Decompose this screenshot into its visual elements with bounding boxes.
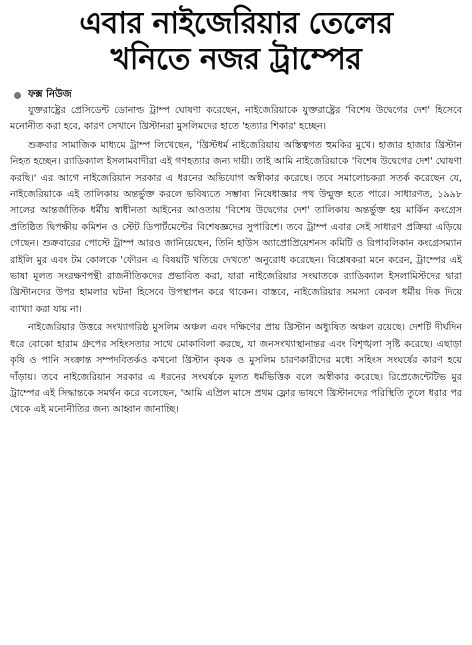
paragraph-2: শুক্রবার সামাজিক মাধ্যমে ট্রাম্প লিখেছেন, 'খ্রিস্টধর্ম নাইজেরিয়ায় অস্তিত্বগত হুমকির মুখে। হাজার হাজার খ্রিস্টান নিহত হচ্ছেন। র‍্যাডিক্যাল ইসলামবাদীরা এই গণহত্যার জন্য দায়ী। তাই আমি নাইজেরিয়াকে 'বিশেষ উদ্বেগের দেশ' ঘোষণা করছি।' এর আগে নাইজেরিয়ান সরকার এ ধরনের অভিযোগ অস্বীকার করেছে। তবে সমালোচকরা সতর্ক করেছেন যে, নাইজেরিয়াকে এই তালিকায় অন্তর্ভুক্ত করলে ভবিষ্যতে সম্ভাব্য নিষেধাজ্ঞার পথ উন্মুক্ত হতে পারে। সাধারণত, ১৯৯৮ সালের আন্তর্জাতিক ধর্মীয় স্বাধীনতা আইনের আওতায় 'বিশেষ উদ্বেগের দেশ' তালিকায় অন্তর্ভুক্ত হয় মার্কিন কংগ্রেস প্রতিষ্ঠিত দ্বিপক্ষীয় কমিশন ও স্টেট ডিপার্টমেন্টের বিশেষজ্ঞদের সুপারিশে। তবে ট্রাম্প এবার সেই সাধারণ প্রক্রিয়া এড়িয়ে গেছেন। শুক্রবারের পোস্টে ট্রাম্প আরও জানিয়েছেন, তিনি হাউস অ্যাপ্রোপ্রিয়েশনস কমিটি ও রিপাবলিকান কংগ্রেসম্যান রাইলি মুর এবং টম কোলকে 'ফৌরন এ বিষয়টি খতিয়ে দেখতে' অনুরোধ করেছেন। বিশ্লেষকরা মনে করেন, ট্রাম্পের এই ভাষা মূলত সংরক্ষণপন্থী রাজনীতিকদের প্রভাবিত করা, যারা নাইজেরিয়ার সংঘাতকে র‍্যাডিক্যাল ইসলামিস্টদের দ্বারা খ্রিস্টানদের উপর হামলার ঘটনা হিসেবে উপস্থাপন করে থাকেন। বাস্তবে, নাইজেরিয়ার সমস্যা কেবল ধর্মীয় দিক দিয়ে ব্যাখ্যা করা যায় না। xyxy=(10,139,462,315)
paragraph-1: যুক্তরাষ্ট্রের প্রেসিডেন্ট ডোনাল্ড ট্রাম্প ঘোষণা করেছেন, নাইজেরিয়াকে যুক্তরাষ্ট্রের 'বিশেষ উদ্বেগের দেশ' হিসেবে মনোনীত করা হবে, কারণ সেখানে খ্রিস্টানরা মুসলিমদের হাতে 'হত্যার শিকার' হচ্ছেন। xyxy=(10,105,462,133)
news-article xyxy=(10,6,462,639)
headline-line-2: খনিতে নজর ট্রাম্পের xyxy=(110,42,362,77)
byline xyxy=(14,88,462,102)
byline-source: ফক্স নিউজ xyxy=(28,89,72,100)
article-headline xyxy=(10,6,462,78)
bullet-icon xyxy=(14,92,21,99)
paragraph-3: নাইজেরিয়ার উত্তরে সংখ্যাগরিষ্ঠ মুসলিম অঞ্চল এবং দক্ষিণের প্রায় খ্রিস্টান অধ্যুষিত অঞ্চল রয়েছে। দেশটি দীর্ঘদিন ধরে বোকো হারাম গ্রুপের সহিংসতার সাথে মোকাবিলা করছে, যা জনসংখ্যাস্থানান্তর এবং বিশৃঙ্খলা সৃষ্টি করেছে। এছাড়া কৃষি ও পানি সংক্রান্ত সম্পদবিতর্কও কখনো খ্রিস্টান কৃষক ও মুসলিম চারণকারীদের মধ্যে সহিংস সংঘর্ষের কারণ হয়ে দাঁড়ায়। তবে নাইজেরিয়ান সরকার এ ধরনের সংঘর্ষকে মূলত ধর্মভিত্তিক বলে অস্বীকার করেছে। রিপ্রেজেন্টেটিভ মুর ট্রাম্পের এই সিদ্ধান্তকে সমর্থন করে বলেছেন, 'আমি এপ্রিল মাসে প্রথম ফ্লোর ভাষণে খ্রিস্টানদের পরিস্থিতি তুলে ধরার পর থেকে এই মনোনীতির জন্য আহ্বান জানাচ্ছি। xyxy=(10,322,462,416)
headline-line-1: এবার নাইজেরিয়ার তেলের xyxy=(79,6,393,41)
article-body xyxy=(10,103,462,419)
